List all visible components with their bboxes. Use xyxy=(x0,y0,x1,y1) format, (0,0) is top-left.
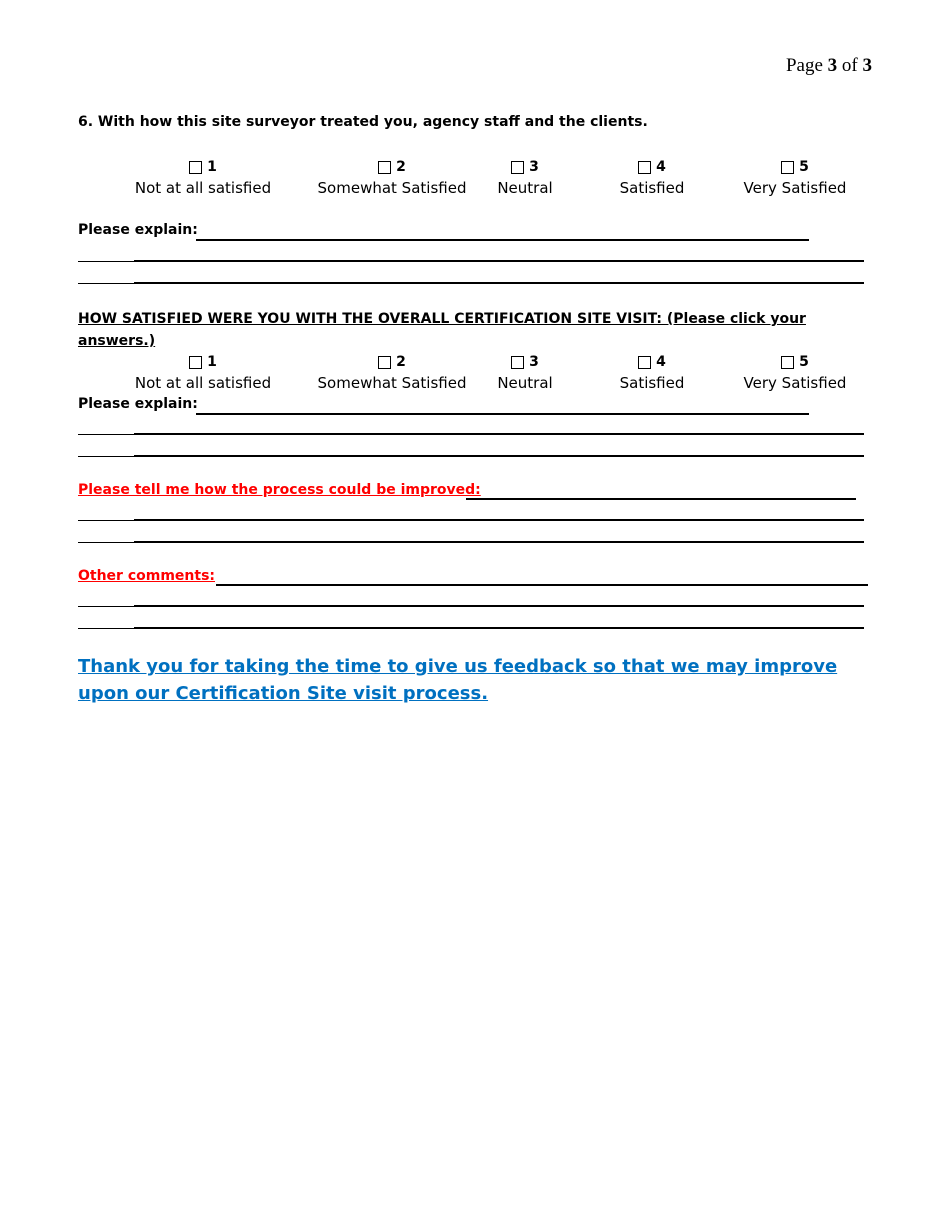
page-number xyxy=(786,55,872,77)
scale-option-5[interactable] xyxy=(735,352,855,392)
option-number: 5 xyxy=(799,354,809,370)
explain-answer-line[interactable] xyxy=(134,282,864,284)
question-6: 6. With how this site surveyor treated you, agency staff and the clients. xyxy=(78,114,648,130)
answer-line-lead xyxy=(78,628,134,629)
explain-answer-line[interactable] xyxy=(134,455,864,457)
satisfaction-scale-surveyor xyxy=(0,157,950,201)
page-current: 3 xyxy=(827,55,838,76)
explain-answer-line[interactable] xyxy=(134,433,864,435)
option-label: Somewhat Satisfied xyxy=(317,374,467,392)
answer-line-lead xyxy=(78,261,134,262)
explain-answer-line[interactable] xyxy=(196,413,809,415)
scale-option-1[interactable] xyxy=(128,352,278,392)
answer-line-lead xyxy=(78,434,134,435)
explain-answer-line[interactable] xyxy=(196,239,809,241)
improve-prompt: Please tell me how the process could be improved: xyxy=(78,482,481,498)
option-number: 2 xyxy=(396,354,406,370)
option-label: Very Satisfied xyxy=(743,374,847,392)
satisfaction-scale-overall xyxy=(0,352,950,396)
explain-answer-line[interactable] xyxy=(134,260,864,262)
option-label: Satisfied xyxy=(619,179,685,197)
scale-option-4[interactable] xyxy=(612,157,692,197)
scale-option-4[interactable] xyxy=(612,352,692,392)
option-label: Not at all satisfied xyxy=(134,374,272,392)
checkbox-icon[interactable] xyxy=(511,356,524,369)
scale-option-3[interactable] xyxy=(490,157,560,197)
checkbox-icon[interactable] xyxy=(781,161,794,174)
checkbox-icon[interactable] xyxy=(511,161,524,174)
please-explain-label: Please explain: xyxy=(78,396,198,412)
answer-line-lead xyxy=(78,283,134,284)
checkbox-icon[interactable] xyxy=(781,356,794,369)
scale-option-3[interactable] xyxy=(490,352,560,392)
page-of: of xyxy=(841,55,858,76)
checkbox-icon[interactable] xyxy=(378,161,391,174)
other-comments-label: Other comments: xyxy=(78,568,216,584)
option-label: Very Satisfied xyxy=(743,179,847,197)
option-label: Not at all satisfied xyxy=(134,179,272,197)
comments-answer-line[interactable] xyxy=(134,605,864,607)
option-label: Neutral xyxy=(497,179,553,197)
thank-you-message: Thank you for taking the time to give us feedback so that we may improve upon our Certification Site visit process. xyxy=(78,656,838,704)
answer-line-lead xyxy=(78,606,134,607)
checkbox-icon[interactable] xyxy=(638,161,651,174)
checkbox-icon[interactable] xyxy=(189,356,202,369)
scale-option-5[interactable] xyxy=(735,157,855,197)
option-number: 2 xyxy=(396,159,406,175)
scale-option-2[interactable] xyxy=(312,157,472,197)
option-number: 1 xyxy=(207,354,217,370)
option-label: Neutral xyxy=(497,374,553,392)
page-total: 3 xyxy=(862,55,872,76)
option-label: Somewhat Satisfied xyxy=(317,179,467,197)
option-number: 1 xyxy=(207,159,217,175)
option-number: 3 xyxy=(529,354,539,370)
please-explain-label: Please explain: xyxy=(78,222,198,238)
option-number: 4 xyxy=(656,159,666,175)
page-prefix: Page xyxy=(785,55,823,76)
answer-line-lead xyxy=(78,542,134,543)
option-number: 3 xyxy=(529,159,539,175)
scale-option-2[interactable] xyxy=(312,352,472,392)
checkbox-icon[interactable] xyxy=(378,356,391,369)
option-number: 5 xyxy=(799,159,809,175)
option-label: Satisfied xyxy=(619,374,685,392)
checkbox-icon[interactable] xyxy=(189,161,202,174)
comments-answer-line[interactable] xyxy=(134,627,864,629)
improve-answer-line[interactable] xyxy=(466,498,856,500)
answer-line-lead xyxy=(78,520,134,521)
overall-question: HOW SATISFIED WERE YOU WITH THE OVERALL CERTIFICATION SITE VISIT: (Please click your answers.) xyxy=(78,311,806,349)
scale-option-1[interactable] xyxy=(128,157,278,197)
option-number: 4 xyxy=(656,354,666,370)
answer-line-lead xyxy=(78,456,134,457)
comments-answer-line[interactable] xyxy=(216,584,868,586)
improve-answer-line[interactable] xyxy=(134,541,864,543)
checkbox-icon[interactable] xyxy=(638,356,651,369)
improve-answer-line[interactable] xyxy=(134,519,864,521)
